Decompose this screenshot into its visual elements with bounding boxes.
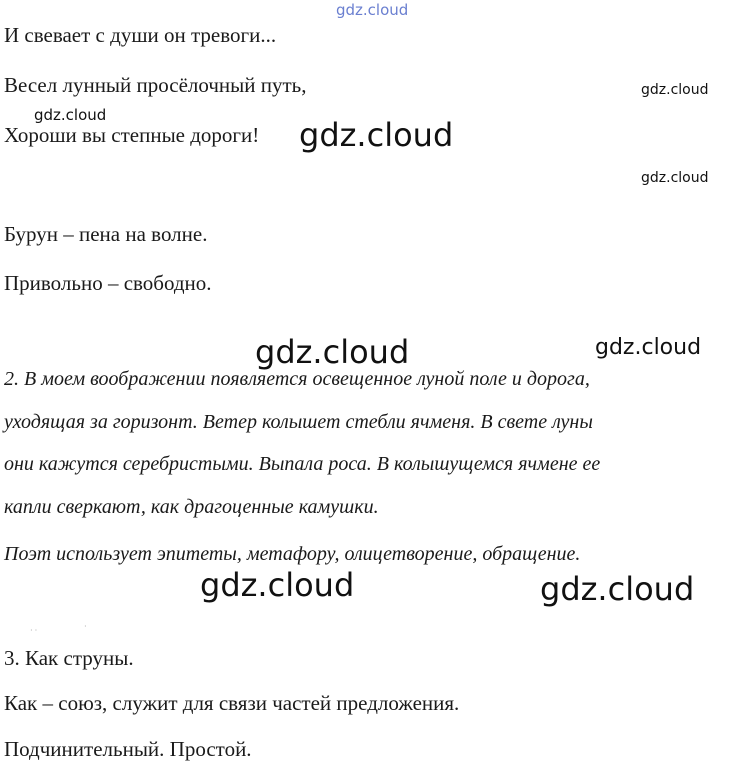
answer3-line-3: Подчинительный. Простой.	[4, 737, 252, 761]
watermark-small: gdz.cloud	[641, 170, 709, 186]
vocab-line-1: Бурун – пена на волне.	[4, 222, 208, 246]
answer3-line-1: 3. Как струны.	[4, 646, 134, 670]
watermark-large: gdz.cloud	[540, 570, 695, 608]
watermark-medium: gdz.cloud	[595, 335, 702, 360]
answer2-line-4: капли сверкают, как драгоценные камушки.	[4, 496, 379, 518]
answer3-line-2: Как – союз, служит для связи частей предложения.	[4, 691, 460, 715]
watermark-large: gdz.cloud	[299, 116, 454, 154]
answer2-line-5: Поэт использует эпитеты, метафору, олицетворение, обращение.	[4, 543, 581, 565]
answer2-line-3: они кажутся серебристыми. Выпала роса. В колышущемся ячмене ее	[4, 453, 601, 475]
scan-speck: ·	[84, 622, 87, 631]
poem-line-1: И свевает с души он тревоги...	[4, 23, 277, 47]
watermark-large: gdz.cloud	[255, 333, 410, 371]
answer2-line-2: уходящая за горизонт. Ветер колышет стебли ячменя. В свете луны	[4, 411, 593, 433]
vocab-line-2: Привольно – свободно.	[4, 271, 212, 295]
poem-line-2: Весел лунный просёлочный путь,	[4, 73, 307, 97]
scan-speck: · ·	[30, 626, 38, 635]
watermark-small: gdz.cloud	[641, 82, 709, 98]
watermark-large: gdz.cloud	[200, 566, 355, 604]
watermark-top: gdz.cloud	[336, 1, 409, 19]
watermark-small: gdz.cloud	[34, 106, 107, 124]
poem-line-3: Хороши вы степные дороги!	[4, 123, 260, 147]
answer2-line-1: 2. В моем воображении появляется освещенное луной поле и дорога,	[4, 368, 590, 390]
